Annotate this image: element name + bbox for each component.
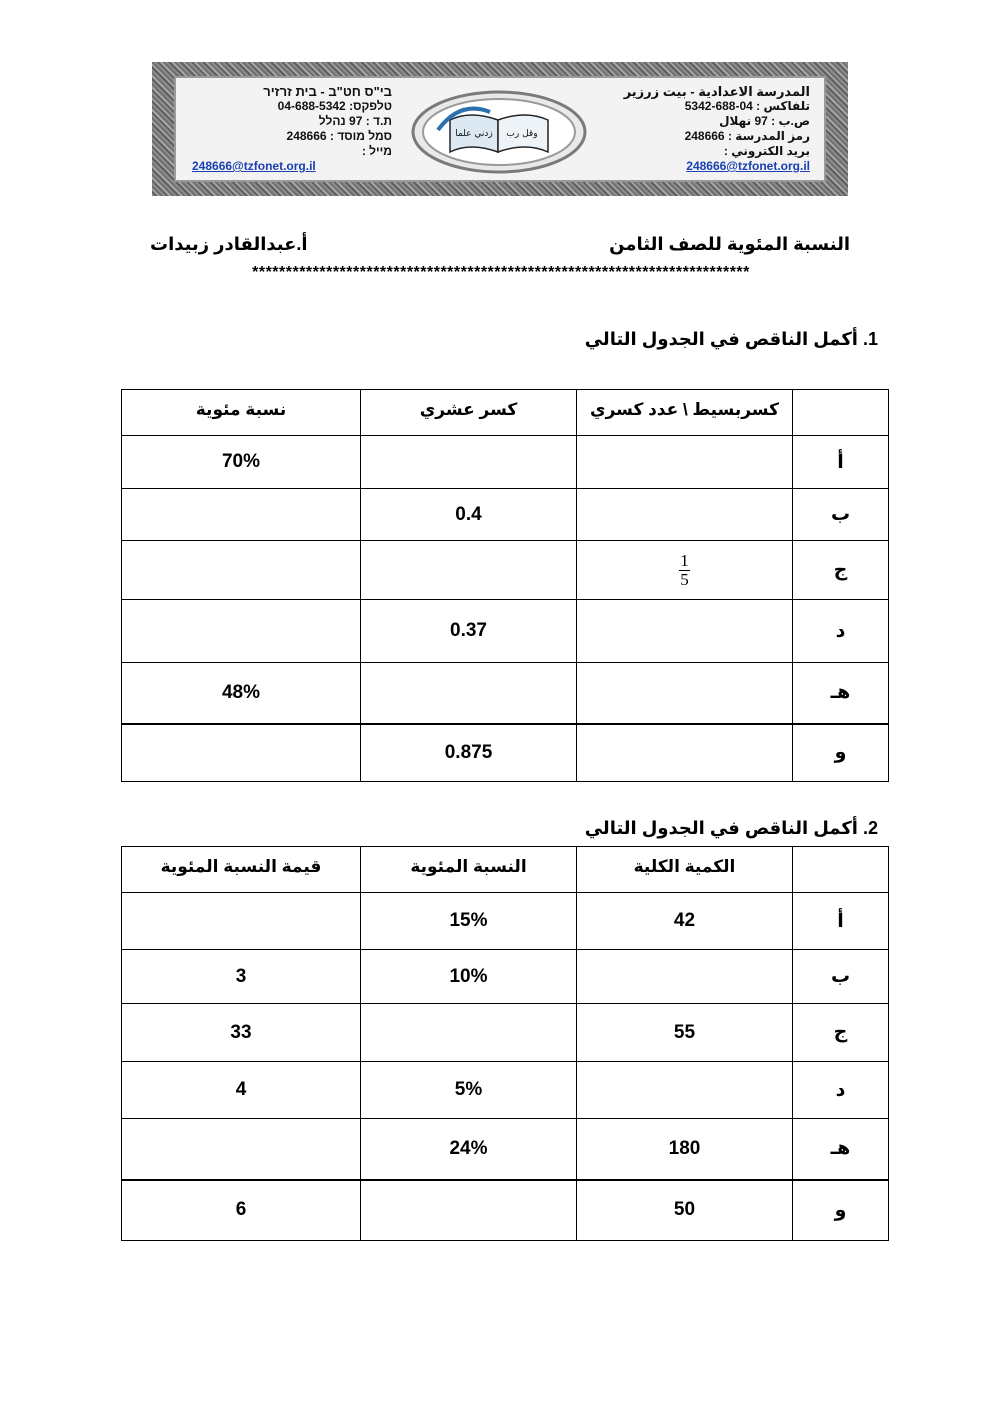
- school-name-hebrew: בי"ס חט"ב - בית זרזיר: [263, 84, 392, 99]
- fraction-cell[interactable]: [577, 600, 793, 663]
- total-cell[interactable]: [577, 1062, 793, 1119]
- percent-cell[interactable]: 48%: [122, 663, 361, 724]
- percent-cell[interactable]: 24%: [361, 1119, 577, 1180]
- percent-cell[interactable]: 70%: [122, 436, 361, 489]
- table-row: [122, 600, 889, 663]
- table-header-row: [122, 390, 889, 436]
- fraction-cell[interactable]: [577, 724, 793, 782]
- simple-fraction: [679, 552, 690, 589]
- fraction-denominator: 5: [680, 569, 689, 589]
- decimal-cell[interactable]: [361, 663, 577, 724]
- percent-cell[interactable]: [122, 541, 361, 600]
- total-cell[interactable]: 42: [577, 893, 793, 950]
- total-cell[interactable]: [577, 950, 793, 1004]
- row-label: أ: [793, 893, 889, 950]
- fraction-cell[interactable]: [577, 489, 793, 541]
- table-row: [122, 663, 889, 724]
- row-label: ج: [793, 1004, 889, 1062]
- table-row: [122, 1119, 889, 1180]
- table-row: [122, 541, 889, 600]
- value-cell[interactable]: 33: [122, 1004, 361, 1062]
- title-line: [150, 234, 850, 260]
- table-row: [122, 1004, 889, 1062]
- value-cell[interactable]: 4: [122, 1062, 361, 1119]
- row-label: أ: [793, 436, 889, 489]
- school-logo-emblem: [410, 90, 588, 174]
- po-box-hebrew: ת.ד : 97 נהלל: [318, 114, 392, 128]
- percent-cell[interactable]: [122, 724, 361, 782]
- email-link-hebrew[interactable]: 248666@tzfonet.org.il: [192, 159, 316, 173]
- header-cell-total: الكمية الكلية: [577, 847, 793, 893]
- row-label: هـ: [793, 1119, 889, 1180]
- school-name-arabic: المدرسة الاعدادية - بيت زرزير: [623, 84, 810, 99]
- row-label: د: [793, 1062, 889, 1119]
- percent-cell[interactable]: 15%: [361, 893, 577, 950]
- row-label: د: [793, 600, 889, 663]
- table-row: [122, 724, 889, 782]
- header-cell-percent: النسبة المئوية: [361, 847, 577, 893]
- percent-cell[interactable]: 5%: [361, 1062, 577, 1119]
- fraction-cell[interactable]: [577, 541, 793, 600]
- table-row: [122, 1180, 889, 1241]
- value-cell[interactable]: [122, 1119, 361, 1180]
- row-label: و: [793, 1180, 889, 1241]
- email-label-hebrew: מייל :: [361, 144, 392, 158]
- table-row: [122, 436, 889, 489]
- decimal-cell[interactable]: 0.4: [361, 489, 577, 541]
- teacher-name: أ.عبدالقادر زبيدات: [150, 234, 308, 254]
- decimal-cell[interactable]: 0.875: [361, 724, 577, 782]
- percent-cell[interactable]: [361, 1004, 577, 1062]
- value-cell[interactable]: 3: [122, 950, 361, 1004]
- fraction-cell[interactable]: [577, 436, 793, 489]
- letterhead-hebrew-block: [192, 84, 392, 174]
- row-label: ب: [793, 489, 889, 541]
- table-header-row: [122, 847, 889, 893]
- letterhead-arabic-block: [580, 84, 810, 174]
- table-row: [122, 1062, 889, 1119]
- question-2-table: [121, 846, 889, 1241]
- percent-cell[interactable]: [122, 600, 361, 663]
- total-cell[interactable]: 50: [577, 1180, 793, 1241]
- question-1-table: [121, 389, 889, 782]
- fraction-numerator: 1: [680, 550, 689, 570]
- percent-cell[interactable]: [122, 489, 361, 541]
- row-label: هـ: [793, 663, 889, 724]
- letterhead-panel: [174, 76, 826, 182]
- row-label: و: [793, 724, 889, 782]
- table-row: [122, 489, 889, 541]
- decimal-cell[interactable]: 0.37: [361, 600, 577, 663]
- row-label: ج: [793, 541, 889, 600]
- header-cell-empty: [793, 390, 889, 436]
- letterhead: [152, 62, 848, 196]
- star-divider: **************************************************************************: [252, 264, 750, 281]
- decimal-cell[interactable]: [361, 541, 577, 600]
- worksheet-title: النسبة المئوية للصف الثامن: [609, 234, 850, 254]
- decimal-cell[interactable]: [361, 436, 577, 489]
- question-1-label: 1. أكمل الناقص في الجدول التالي: [584, 329, 878, 349]
- value-cell[interactable]: [122, 893, 361, 950]
- header-cell-fraction: كسربسيط \ عدد كسري: [577, 390, 793, 436]
- email-link-arabic[interactable]: 248666@tzfonet.org.il: [686, 159, 810, 173]
- total-cell[interactable]: 180: [577, 1119, 793, 1180]
- table-row: [122, 950, 889, 1004]
- percent-cell[interactable]: 10%: [361, 950, 577, 1004]
- question-2-label: 2. أكمل الناقص في الجدول التالي: [584, 818, 878, 838]
- row-label: ب: [793, 950, 889, 1004]
- po-box-arabic: ص.ب : 97 نهلال: [719, 114, 810, 128]
- value-cell[interactable]: 6: [122, 1180, 361, 1241]
- total-cell[interactable]: 55: [577, 1004, 793, 1062]
- header-cell-percent: نسبة مئوية: [122, 390, 361, 436]
- email-label-arabic: بريد الكتروني :: [723, 144, 810, 158]
- school-code-arabic: رمز المدرسة : 248666: [684, 129, 810, 143]
- logo-motto-b: زدني علما: [455, 129, 493, 139]
- phone-arabic: تلفاكس : 04-688-5342: [684, 99, 810, 113]
- header-cell-decimal: كسر عشري: [361, 390, 577, 436]
- percent-cell[interactable]: [361, 1180, 577, 1241]
- school-code-hebrew: סמל מוסד : 248666: [286, 129, 392, 143]
- header-cell-empty: [793, 847, 889, 893]
- phone-hebrew: טלפקס: 04-688-5342: [277, 99, 392, 113]
- header-cell-value: قيمة النسبة المئوية: [122, 847, 361, 893]
- logo-motto-a: وقل رب: [506, 129, 538, 139]
- table-row: [122, 893, 889, 950]
- fraction-cell[interactable]: [577, 663, 793, 724]
